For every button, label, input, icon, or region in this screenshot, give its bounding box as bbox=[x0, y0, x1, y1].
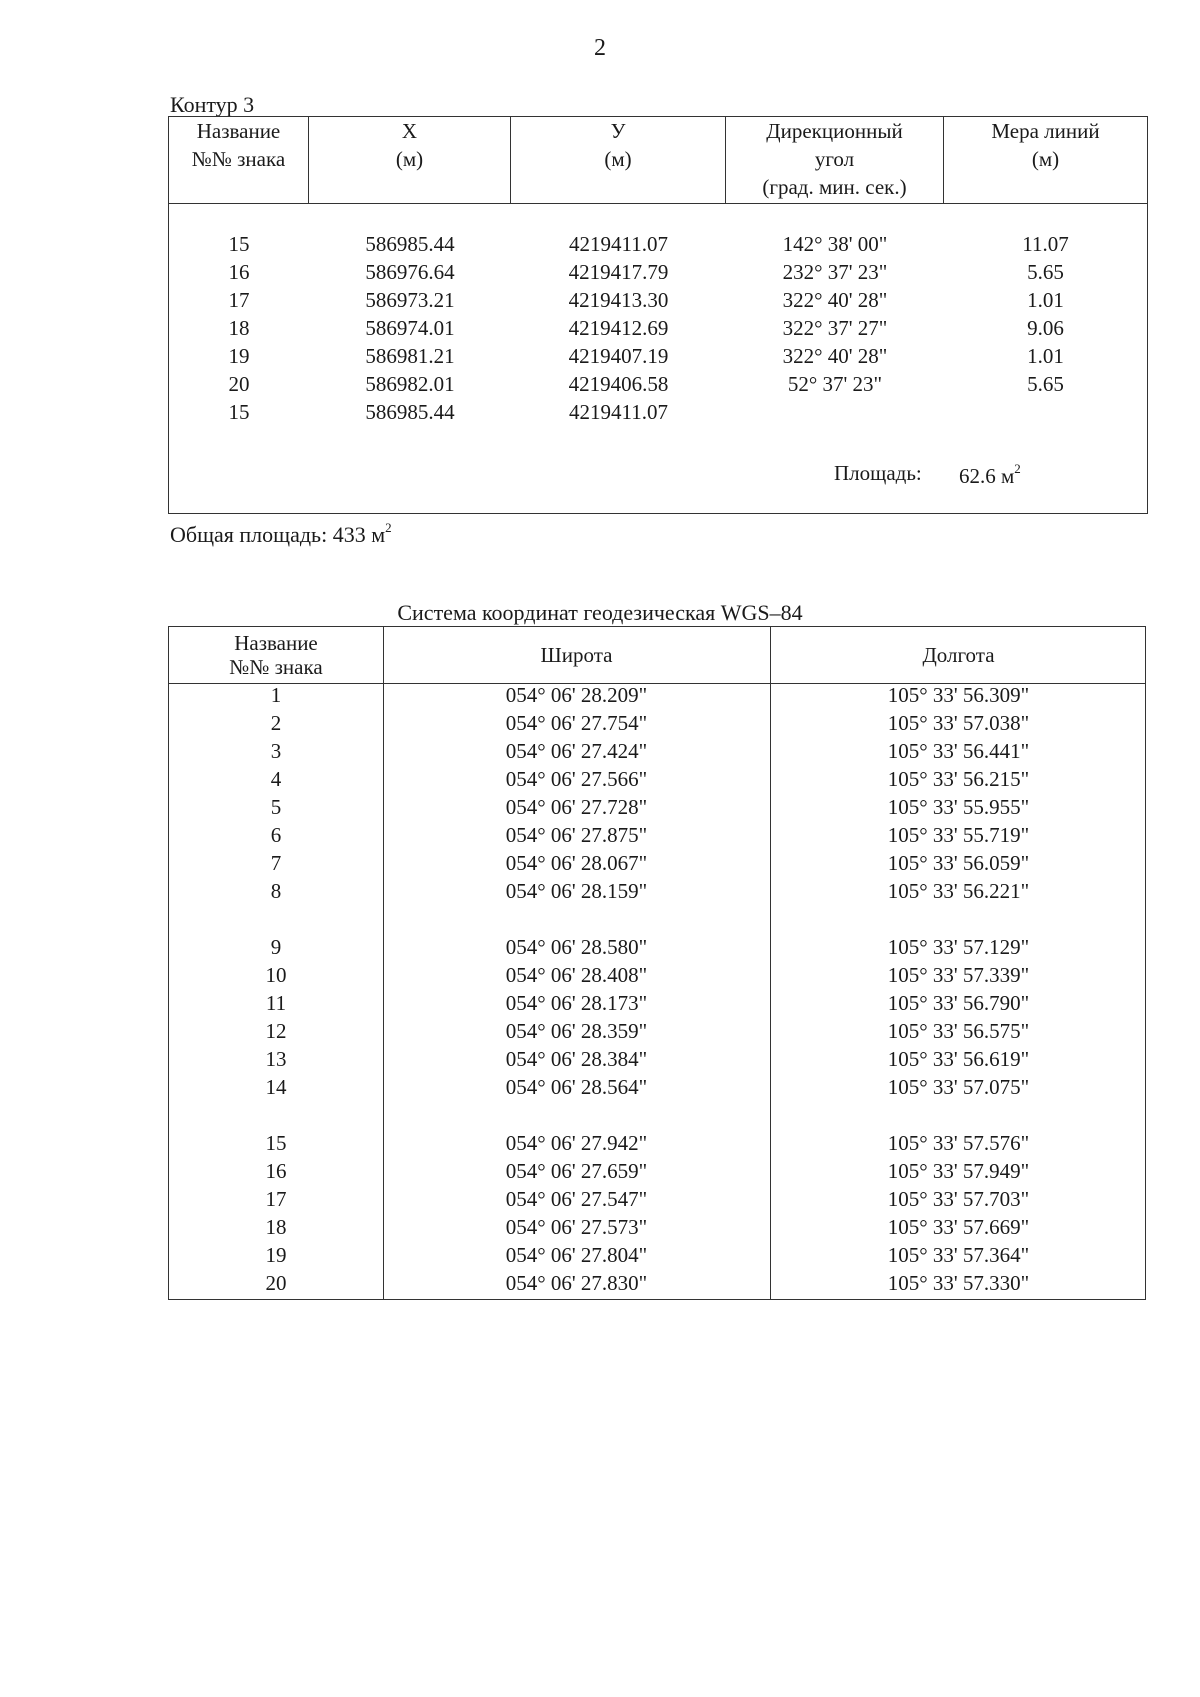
cell-point-name: 16 bbox=[265, 1159, 287, 1183]
cell-point-name: 20 bbox=[265, 1271, 287, 1295]
cell-latitude: 054° 06' 27.804" bbox=[505, 1243, 648, 1267]
cell-line-length: 9.06 bbox=[1027, 316, 1064, 340]
cell-point-name: 5 bbox=[270, 795, 282, 819]
table-row bbox=[169, 767, 1145, 795]
area-value: 62.6 $м^2$ bbox=[959, 461, 1021, 488]
cell-y: 4219412.69 bbox=[568, 316, 669, 340]
cell-point-name: 12 bbox=[265, 1019, 287, 1043]
cell-y: 4219406.58 bbox=[568, 372, 669, 396]
cell-x: 586985.44 bbox=[365, 400, 455, 424]
wgs-table bbox=[168, 626, 1146, 1300]
cell-latitude: 054° 06' 27.942" bbox=[505, 1131, 648, 1155]
table-row bbox=[169, 795, 1145, 823]
cell-longitude: 105° 33' 57.576" bbox=[887, 1131, 1030, 1155]
header-direction-angle: Дирекционный угол (град. мин. сек.) bbox=[726, 117, 944, 203]
table-row bbox=[169, 823, 1145, 851]
wgs-header-latitude: Широта bbox=[540, 643, 613, 667]
cell-point-name: 15 bbox=[228, 400, 250, 424]
cell-direction-angle: 322° 40' 28" bbox=[782, 288, 888, 312]
cell-longitude: 105° 33' 55.955" bbox=[887, 795, 1030, 819]
cell-longitude: 105° 33' 56.790" bbox=[887, 991, 1030, 1015]
contour-title: Контур 3 bbox=[170, 92, 255, 117]
cell-y: 4219417.79 bbox=[568, 260, 669, 284]
table-row bbox=[169, 1243, 1145, 1271]
table-row bbox=[169, 935, 1145, 963]
area-label: Площадь: bbox=[834, 461, 922, 485]
cell-point-name: 4 bbox=[270, 767, 282, 791]
cell-latitude: 054° 06' 28.564" bbox=[505, 1075, 648, 1099]
cell-longitude: 105° 33' 57.703" bbox=[887, 1187, 1030, 1211]
cell-latitude: 054° 06' 27.573" bbox=[505, 1215, 648, 1239]
table-row bbox=[169, 316, 1147, 344]
cell-longitude: 105° 33' 57.075" bbox=[887, 1075, 1030, 1099]
cell-longitude: 105° 33' 56.059" bbox=[887, 851, 1030, 875]
header-line-length: Мера линий (м) bbox=[991, 119, 1100, 171]
cell-point-name: 1 bbox=[270, 683, 282, 707]
cell-point-name: 19 bbox=[228, 344, 250, 368]
table-row bbox=[169, 344, 1147, 372]
table-row bbox=[169, 260, 1147, 288]
cell-point-name: 6 bbox=[270, 823, 282, 847]
cell-latitude: 054° 06' 28.408" bbox=[505, 963, 648, 987]
table-row bbox=[169, 1159, 1145, 1187]
table-row bbox=[169, 963, 1145, 991]
cell-x: 586974.01 bbox=[365, 316, 455, 340]
table-row bbox=[169, 400, 1147, 428]
table-row bbox=[169, 288, 1147, 316]
table-row bbox=[169, 1075, 1145, 1103]
cell-latitude: 054° 06' 28.067" bbox=[505, 851, 648, 875]
cell-y: 4219413.30 bbox=[568, 288, 669, 312]
cell-longitude: 105° 33' 56.619" bbox=[887, 1047, 1030, 1071]
cell-longitude: 105° 33' 57.330" bbox=[887, 1271, 1030, 1295]
table-row bbox=[169, 1187, 1145, 1215]
cell-point-name: 17 bbox=[228, 288, 250, 312]
cell-point-name: 9 bbox=[270, 935, 282, 959]
cell-latitude: 054° 06' 27.566" bbox=[505, 767, 648, 791]
table-row bbox=[169, 232, 1147, 260]
cell-direction-angle: 52° 37' 23" bbox=[787, 372, 883, 396]
cell-line-length: 5.65 bbox=[1027, 260, 1064, 284]
table-row bbox=[169, 879, 1145, 907]
cell-longitude: 105° 33' 56.441" bbox=[887, 739, 1030, 763]
cell-latitude: 054° 06' 27.547" bbox=[505, 1187, 648, 1211]
cell-longitude: 105° 33' 56.575" bbox=[887, 1019, 1030, 1043]
table-row bbox=[169, 1019, 1145, 1047]
cell-longitude: 105° 33' 56.215" bbox=[887, 767, 1030, 791]
cell-x: 586973.21 bbox=[365, 288, 455, 312]
cell-point-name: 19 bbox=[265, 1243, 287, 1267]
cell-point-name: 18 bbox=[265, 1215, 287, 1239]
table-row bbox=[169, 1047, 1145, 1075]
table-row bbox=[169, 683, 1145, 711]
cell-longitude: 105° 33' 57.669" bbox=[887, 1215, 1030, 1239]
cell-latitude: 054° 06' 28.384" bbox=[505, 1047, 648, 1071]
cell-longitude: 105° 33' 57.364" bbox=[887, 1243, 1030, 1267]
cell-direction-angle: 322° 40' 28" bbox=[782, 344, 888, 368]
cell-longitude: 105° 33' 57.949" bbox=[887, 1159, 1030, 1183]
cell-longitude: 105° 33' 56.309" bbox=[887, 683, 1030, 707]
cell-point-name: 15 bbox=[228, 232, 250, 256]
cell-latitude: 054° 06' 28.159" bbox=[505, 879, 648, 903]
wgs-title: Система координат геодезическая WGS–84 bbox=[397, 600, 803, 625]
cell-latitude: 054° 06' 27.659" bbox=[505, 1159, 648, 1183]
cell-longitude: 105° 33' 57.339" bbox=[887, 963, 1030, 987]
contour-table-header bbox=[169, 117, 1147, 204]
cell-point-name: 17 bbox=[265, 1187, 287, 1211]
cell-line-length: 1.01 bbox=[1027, 344, 1064, 368]
header-point-name: Название №№ знака bbox=[169, 117, 309, 203]
cell-point-name: 8 bbox=[270, 879, 282, 903]
cell-line-length: 1.01 bbox=[1027, 288, 1064, 312]
wgs-header-point-name: Название №№ знака bbox=[229, 631, 323, 679]
cell-point-name: 10 bbox=[265, 963, 287, 987]
cell-latitude: 054° 06' 27.875" bbox=[505, 823, 648, 847]
cell-latitude: 054° 06' 28.209" bbox=[505, 683, 648, 707]
cell-point-name: 7 bbox=[270, 851, 282, 875]
cell-longitude: 105° 33' 57.129" bbox=[887, 935, 1030, 959]
cell-direction-angle: 232° 37' 23" bbox=[782, 260, 888, 284]
table-row bbox=[169, 1215, 1145, 1243]
cell-point-name: 20 bbox=[228, 372, 250, 396]
cell-y: 4219407.19 bbox=[568, 344, 669, 368]
cell-x: 586976.64 bbox=[365, 260, 455, 284]
page-number: 2 bbox=[594, 35, 606, 61]
cell-longitude: 105° 33' 56.221" bbox=[887, 879, 1030, 903]
cell-point-name: 13 bbox=[265, 1047, 287, 1071]
cell-point-name: 18 bbox=[228, 316, 250, 340]
table-row bbox=[169, 711, 1145, 739]
cell-latitude: 054° 06' 27.830" bbox=[505, 1271, 648, 1295]
cell-x: 586985.44 bbox=[365, 232, 455, 256]
table-row bbox=[169, 991, 1145, 1019]
contour-table bbox=[168, 116, 1148, 514]
table-row bbox=[169, 1131, 1145, 1159]
cell-line-length: 5.65 bbox=[1027, 372, 1064, 396]
cell-longitude: 105° 33' 55.719" bbox=[887, 823, 1030, 847]
cell-latitude: 054° 06' 28.173" bbox=[505, 991, 648, 1015]
table-row bbox=[169, 1271, 1145, 1299]
cell-longitude: 105° 33' 57.038" bbox=[887, 711, 1030, 735]
cell-x: 586982.01 bbox=[365, 372, 455, 396]
cell-point-name: 2 bbox=[270, 711, 282, 735]
header-y: У (м) bbox=[511, 117, 726, 203]
wgs-table-header bbox=[169, 627, 1145, 684]
cell-direction-angle: 322° 37' 27" bbox=[782, 316, 888, 340]
cell-latitude: 054° 06' 27.728" bbox=[505, 795, 648, 819]
wgs-header-longitude: Долгота bbox=[922, 643, 995, 667]
cell-y: 4219411.07 bbox=[569, 400, 668, 424]
cell-y: 4219411.07 bbox=[569, 232, 668, 256]
cell-point-name: 11 bbox=[265, 991, 287, 1015]
cell-point-name: 15 bbox=[265, 1131, 287, 1155]
cell-latitude: 054° 06' 28.359" bbox=[505, 1019, 648, 1043]
cell-direction-angle: 142° 38' 00" bbox=[782, 232, 888, 256]
cell-x: 586981.21 bbox=[365, 344, 455, 368]
table-row bbox=[169, 851, 1145, 879]
cell-latitude: 054° 06' 27.424" bbox=[505, 739, 648, 763]
table-row bbox=[169, 739, 1145, 767]
header-x: X (м) bbox=[309, 117, 511, 203]
cell-latitude: 054° 06' 27.754" bbox=[505, 711, 648, 735]
total-area: Общая площадь: 433 $м^2$ bbox=[170, 520, 392, 547]
cell-point-name: 14 bbox=[265, 1075, 287, 1099]
cell-latitude: 054° 06' 28.580" bbox=[505, 935, 648, 959]
cell-line-length: 11.07 bbox=[1022, 232, 1069, 256]
cell-point-name: 3 bbox=[270, 739, 282, 763]
table-row bbox=[169, 372, 1147, 400]
cell-point-name: 16 bbox=[228, 260, 250, 284]
